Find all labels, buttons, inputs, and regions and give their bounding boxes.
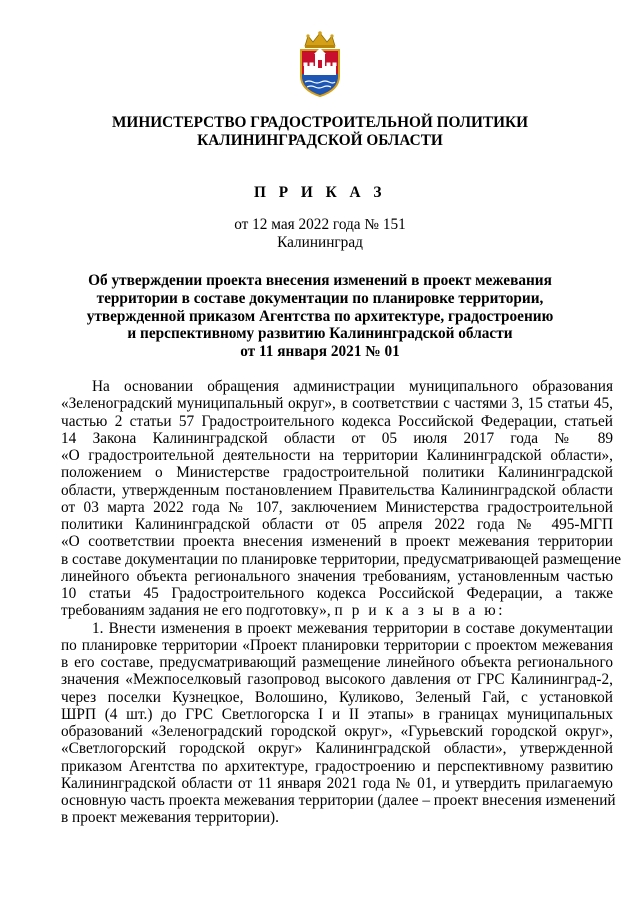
body-line: На основании обращения администрации муниципального образования [92, 378, 613, 395]
body-line: 1. Внести изменения в проект межевания территории в составе документации [92, 619, 613, 637]
paragraph-item-1 [61, 619, 616, 827]
body-line: положением о Министерстве градостроительной политики Калининградской [61, 464, 613, 482]
body-line: в его составе, предусматривающий размещение линейного объекта регионального [61, 654, 613, 671]
body-line: 10 статьи 45 Градостроительного кодекса Российской Федерации, а также [61, 585, 613, 602]
body-line: основную часть проекта межевания территории (далее – проект внесения изменений [61, 792, 616, 809]
order-keyword: п р и к а з ы в а ю: [334, 602, 506, 620]
paragraph-preamble [61, 378, 622, 620]
title-line: от 11 января 2021 № 01 [240, 343, 400, 361]
body-line: ШРП (4 шт.) до ГРС Светлогорска I и II этапы» в границах муниципальных [61, 705, 613, 723]
body-line: «О градостроительной деятельности на территории Калининградской области», [61, 447, 613, 464]
document-body [61, 378, 622, 827]
body-line: политики Калининградской области от 05 апреля 2022 года № 495-МГП [61, 516, 613, 533]
document-date-number: от 12 мая 2022 года № 151 [234, 216, 406, 233]
document-city: Калининград [277, 234, 363, 251]
document-type: П Р И К А З [254, 184, 386, 201]
body-line: 14 Закона Калининградской области от 05 июля 2017 года № 89 [61, 429, 613, 447]
body-line: по планировке территории «Проект планировки территории с проектом межевания [61, 636, 613, 654]
ministry-line-2: КАЛИНИНГРАДСКОЙ ОБЛАСТИ [197, 132, 443, 149]
document-title [60, 272, 580, 361]
body-line: «Светлогорский городской округ» Калининградской области», утвержденной [61, 740, 613, 758]
body-line: значения «Межпоселковый газопровод высокого давления от ГРС Калининград-2, [61, 671, 613, 689]
body-line: частью 2 статьи 57 Градостроительного кодекса Российской Федерации, статьей [61, 412, 613, 430]
body-line: «О соответствии проекта внесения изменений в проект межевания территории [61, 533, 613, 551]
title-line: и перспективному развитию Калининградской области [127, 325, 513, 343]
ministry-line-1: МИНИСТЕРСТВО ГРАДОСТРОИТЕЛЬНОЙ ПОЛИТИКИ [111, 114, 529, 131]
body-line: в проект межевания территории). [61, 809, 279, 827]
body-line: области, утвержденным постановлением Правительства Калининградской области [61, 481, 613, 499]
body-line-text: требованиям задания не его подготовку», [61, 602, 331, 620]
body-line: через поселки Кузнецкое, Волошино, Куликово, Зеленый Гай, с установкой [61, 688, 613, 706]
title-line: Об утверждении проекта внесения изменений в проект межевания [88, 272, 552, 289]
body-line: образований «Зеленоградский городской округ», «Гурьевский городской округ», [61, 723, 613, 740]
body-line: от 03 марта 2022 года № 107, заключением Министерства градостроительной [61, 498, 613, 516]
title-line: территории в составе документации по планировке территории, [96, 289, 544, 307]
body-line: приказом Агентства по архитектуре, градостроению и перспективному развитию [61, 757, 613, 775]
body-line [61, 602, 613, 619]
title-line: утвержденной приказом Агентства по архитектуре, градостроению [86, 307, 554, 325]
body-line: линейного объекта регионального значения требованиям, установленным частью [61, 567, 613, 585]
body-line: в составе документации по планировке территории, предусматривающей размещение [61, 550, 622, 568]
document-date-block [0, 216, 640, 252]
ministry-name [0, 114, 640, 150]
body-line: «Зеленоградский муниципальный округ», в соответствии с частями 3, 15 статьи 45, [61, 395, 613, 413]
kaliningrad-coat-of-arms-icon [295, 30, 345, 98]
body-line: Калининградской области от 11 января 2021 года № 01, и утвердить прилагаемую [61, 774, 613, 792]
